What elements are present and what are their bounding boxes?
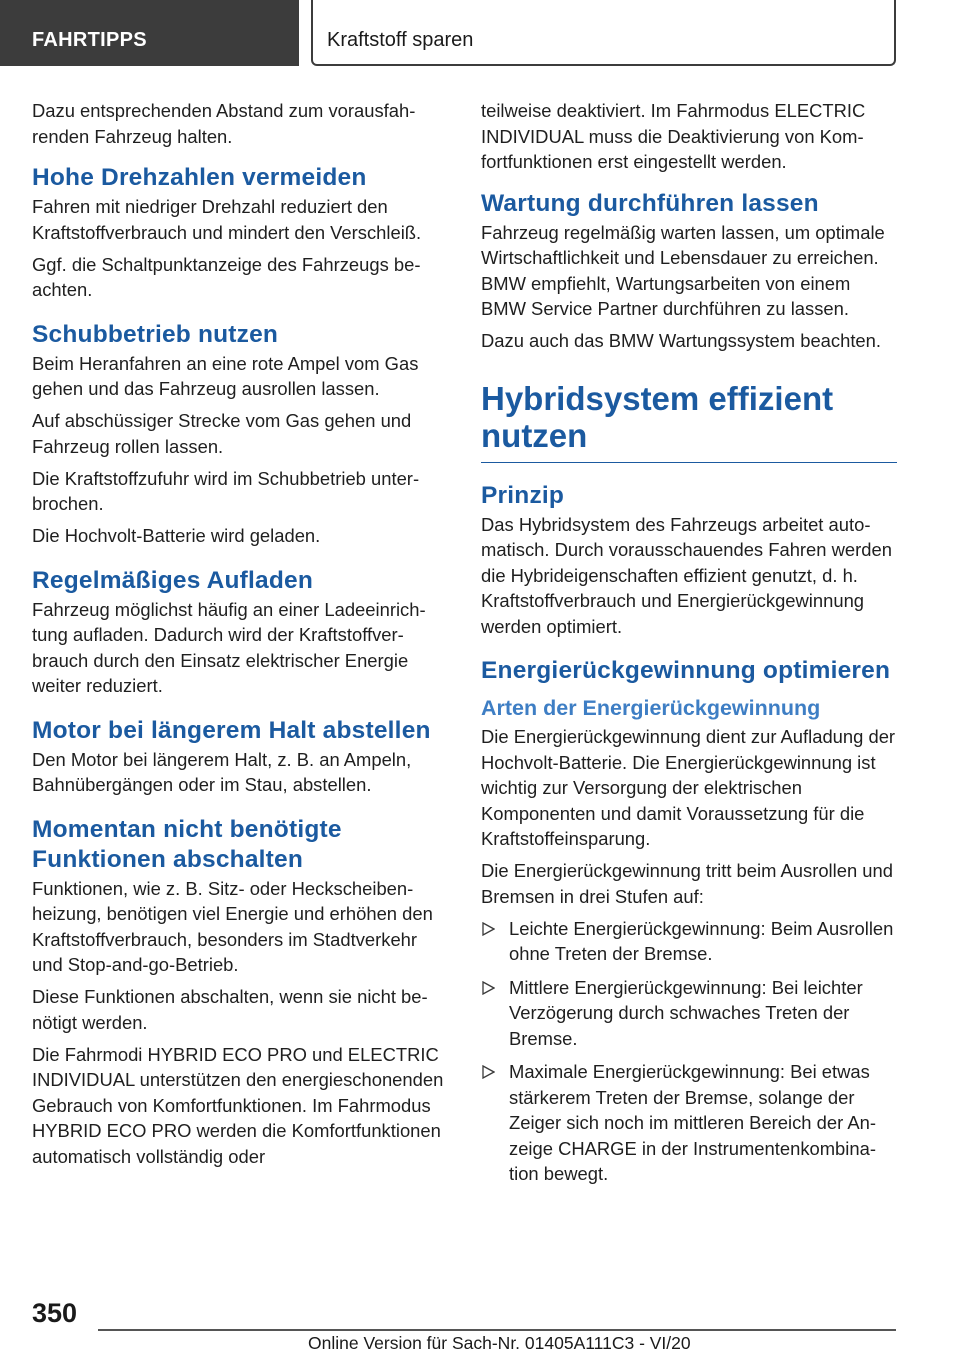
section-heading: Schubbetrieb nutzen: [32, 320, 279, 348]
paragraph: Das Hybridsystem des Fahrzeugs arbeitet automatisch. Durch vorausschauendes Fahren werden die Hybrideigenschaften effizient genutzt, d. h. Kraftstoffverbrauch und Energierückgewinnung werden optimiert.: [481, 513, 892, 637]
triangle-bullet-icon: [481, 1065, 495, 1079]
paragraph: Den Motor bei längerem Halt, z. B. an Ampeln, Bahnübergängen oder im Stau, abstellen.: [32, 748, 412, 795]
footer-divider: [98, 1329, 896, 1331]
paragraph: Die Fahrmodi HYBRID ECO PRO und ELECTRIC INDIVIDUAL unterstützen den energieschonenden Gebrauch von Komfortfunktionen. Im Fahrmodus HYBRID ECO PRO werden die Komfortfunktionen automatisch vollständig oder: [32, 1043, 444, 1167]
paragraph: Ggf. die Schaltpunktanzeige des Fahrzeugs beachten.: [32, 253, 421, 300]
paragraph: Die Hochvolt-Batterie wird geladen.: [32, 525, 321, 546]
page-number: 350: [32, 1298, 78, 1328]
section-heading: Motor bei längerem Halt abstellen: [32, 716, 431, 744]
section-heading: Momentan nicht benötigte Funktionen abschalten: [32, 815, 342, 873]
triangle-bullet-icon: [481, 922, 495, 936]
paragraph: Beim Heranfahren an eine rote Ampel vom Gas gehen und das Fahrzeug ausrollen lassen.: [32, 352, 419, 399]
paragraph: Funktionen, wie z. B. Sitz- oder Heckscheibenheizung, benötigen viel Energie und erhöhen den Kraftstoffverbrauch, besonders im Stadtverkehr und Stop-and-go-Betrieb.: [32, 877, 433, 975]
left-column: [32, 98, 448, 1176]
paragraph: Die Energierückgewinnung tritt beim Ausrollen und Bremsen in drei Stufen auf:: [481, 860, 893, 907]
paragraph: Dazu entsprechenden Abstand zum vorausfahrenden Fahrzeug halten.: [32, 100, 416, 147]
bullet-text: Maximale Energierückgewinnung: Bei etwas stärkerem Treten der Bremse, solange der Zeiger sich noch im mittleren Bereich der Anzeige CHARGE in der Instrumentenkombination bewegt.: [509, 1061, 876, 1184]
triangle-bullet-icon: [481, 981, 495, 995]
section-heading: Prinzip: [481, 481, 565, 509]
paragraph: Dazu auch das BMW Wartungssystem beachten.: [481, 330, 881, 351]
bullet-text: Leichte Energierückgewinnung: Beim Ausrollen ohne Treten der Bremse.: [509, 917, 894, 964]
chapter-heading: Hybridsystem effizient nutzen: [481, 380, 897, 463]
paragraph: Fahren mit niedriger Drehzahl reduziert den Kraftstoffverbrauch und mindert den Verschleiß.: [32, 196, 422, 243]
paragraph: teilweise deaktiviert. Im Fahrmodus ELECTRIC INDIVIDUAL muss die Deaktivierung von Komfortfunktionen erst eingestellt werden.: [481, 100, 866, 172]
section-heading: Energierückgewinnung optimieren: [481, 657, 891, 684]
subsection-heading: Arten der Energierückgewinnung: [481, 696, 821, 720]
paragraph: Auf abschüssiger Strecke vom Gas gehen und Fahrzeug rollen lassen.: [32, 410, 412, 457]
paragraph: Fahrzeug regelmäßig warten lassen, um optimale Wirtschaftlichkeit und Lebensdauer zu erreichen. BMW empfiehlt, Wartungsarbeiten von einem BMW Service Partner durchführen zu lassen.: [481, 221, 885, 319]
bullet-item: [481, 916, 897, 967]
bullet-item: [481, 1059, 897, 1187]
online-version-note: Online Version für Sach-Nr. 01405A111C3 - VI/20: [308, 1333, 691, 1353]
bullet-item: [481, 975, 897, 1052]
bullet-list: [481, 916, 897, 1187]
chapter-title: Kraftstoff sparen: [311, 0, 896, 66]
page-header: [0, 0, 960, 66]
right-column: [481, 98, 897, 1195]
section-heading: Wartung durchführen lassen: [481, 189, 819, 217]
bullet-text: Mittlere Energierückgewinnung: Bei leichter Verzögerung durch schwaches Treten der Bremse.: [509, 976, 863, 1049]
section-tab: FAHRTIPPS: [0, 0, 299, 66]
paragraph: Die Energierückgewinnung dient zur Aufladung der Hochvolt-Batterie. Die Energierückgewinnung ist wichtig zur Versorgung der elektrischen Komponenten und damit Voraussetzung für die Kraftstoffeinsparung.: [481, 726, 896, 849]
section-heading: Hohe Drehzahlen vermeiden: [32, 164, 367, 191]
paragraph: Fahrzeug möglichst häufig an einer Ladeeinrichtung aufladen. Dadurch wird der Kraftstoffverbrauch durch den Einsatz elektrischer Energie weiter reduziert.: [32, 598, 426, 696]
paragraph: Die Kraftstoffzufuhr wird im Schubbetrieb unterbrochen.: [32, 467, 420, 514]
section-heading: Regelmäßiges Aufladen: [32, 566, 314, 594]
paragraph: Diese Funktionen abschalten, wenn sie nicht benötigt werden.: [32, 986, 428, 1033]
